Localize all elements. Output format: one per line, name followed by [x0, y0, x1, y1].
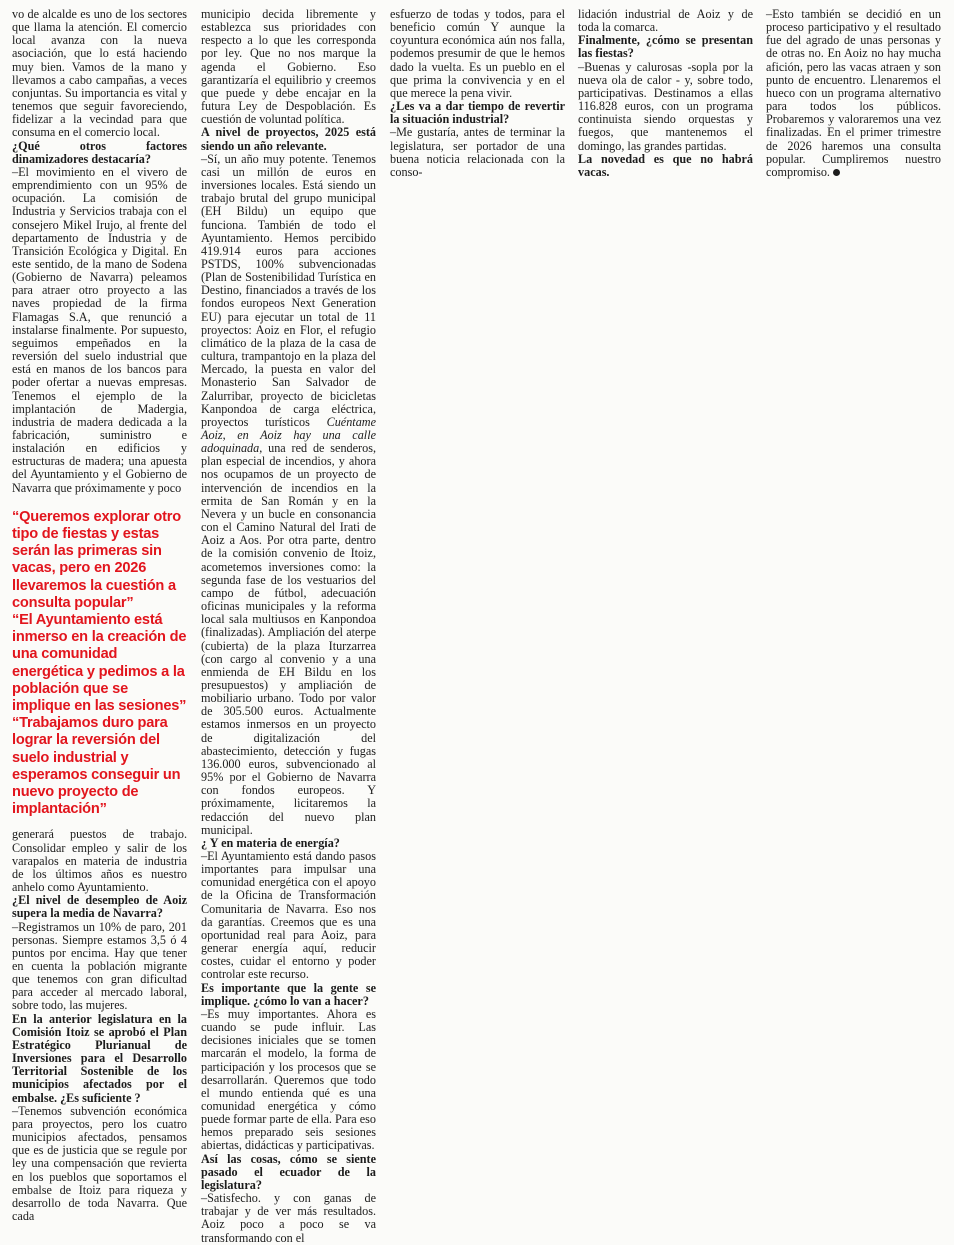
- answer-text: , una red de senderos, plan especial de incendios, y ahora nos ocupamos de un proyecto de intervención de incendios en la ermita de San Román y en la Nevera y un bucle en consonancia con el Camino Natural del Irati de Aoiz a Aos. Por otra parte, dentro de la comisión convenio de Itoiz, acometemos inversiones como: la segunda fase de los vestuarios del campo de fútbol, adecuación oficinas municipales y la reforma local sala multiusos en Kanpondoa (finalizadas). Ampliación del aterpe (cubierta) de la plaza Iturzarrea (con cargo al convenio y a una enmienda de EH Bildu en los presupuestos) y ampliación de mobiliario urbano. Todo por valor de 305.500 euros. Actualmente estamos inmersos en un proyecto de digitalización del abastecimiento, detección y fugas 136.000 euros, subvencionado al 95% por el Gobierno de Navarra con fondos europeos. Y próximamente, licitaremos la redacción del nuevo plan municipal.: [201, 441, 376, 837]
- question: ¿Qué otros factores dinamizadores destacaría?: [12, 138, 187, 166]
- answer: –Es muy importantes. Ahora es cuando se pude influir. Las decisiones iniciales que se tomen marcarán el modelo, la forma de participación y los procesos que se desarrollarán. Queremos que todo el mundo entienda qué es una comunidad energética y cómo puede formar parte de ella. Para eso hemos preparado seis sesiones abiertas, didácticas y participativas.: [201, 1006, 376, 1153]
- pull-quote: “Queremos explorar otro tipo de fiestas y estas serán las primeras sin vacas, pero en 2026 llevaremos la cuestión a consulta popular”: [12, 508, 181, 611]
- question: A nivel de proyectos, 2025 está siendo un año relevante.: [201, 125, 376, 153]
- project-title: Cuéntame Aoiz, en Aoiz hay una calle adoquinada: [201, 414, 376, 456]
- pull-quotes: [12, 509, 187, 819]
- paragraph: lidación industrial de Aoiz y de toda la comarca.: [578, 7, 753, 35]
- question: Así las cosas, cómo se siente pasado el ecuador de la legislatura?: [201, 1151, 376, 1192]
- answer: –El Ayuntamiento está dando pasos importantes para impulsar una comunidad energética con el apoyo de la Oficina de Transformación Comunitaria de Navarra. Eso nos da garantías. Creemos que es una oportunidad real para Aoiz, para generar energía aquí, reducir costes, cuidar el entorno y poder controlar este recurso.: [201, 849, 376, 982]
- paragraph: vo de alcalde es uno de los sectores que llama la atención. El comercio local avanza con la nueva asociación, que lo está haciendo muy bien. Vamos de la mano y llevamos a cabo campañas, a veces conjuntas. Su importancia es vital y tenemos que seguir favoreciendo, fidelizar a la vecindad para que consuma en el comercio local.: [12, 7, 187, 140]
- question: Finalmente, ¿cómo se presentan las fiestas?: [578, 33, 753, 61]
- answer: –Satisfecho. y con ganas de trabajar y de ver más resultados. Aoiz poco a poco se va transformando con el: [201, 1191, 376, 1245]
- answer: –El movimiento en el vivero de emprendimiento con un 95% de ocupación. La comisión de Industria y Servicios trabaja con el consejero Mikel Irujo, al frente del departamento de Industria y de Transición Ecológica y Digital. En este sentido, de la mano de Sodena (Gobierno de Navarra) peleamos para atraer otro proyecto a las naves propiedad de la firma Flamagas S.A, que renunció a instalarse finalmente. Por supuesto, seguimos empeñados en la reversión del suelo industrial que está en manos de los bancos para poder ofertar a nuevas empresas. Tenemos el ejemplo de la implantación de Madergia, industria de madera dedicada a la fabricación, suministro e instalación en edificios y estructuras de madera; una apuesta del Ayuntamiento y el Gobierno de Navarra que próximamente y poco: [12, 164, 187, 495]
- end-of-article-icon: [833, 169, 840, 176]
- answer: –Registramos un 10% de paro, 201 personas. Siempre estamos 3,5 ó 4 puntos por encima. Hay que tener en cuenta la población migrante que tenemos con gran dificultad para acceder al mercado laboral, sobre todo, las mujeres.: [12, 919, 187, 1013]
- answer-text: –Esto también se decidió en un proceso participativo y el resultado fue del agrado de unas personas y de otras no. En Aoiz no hay mucha afición, pero las vacas atraen y son punto de encuentro. Llenaremos el hueco con un programa alternativo para todos los públicos. Probaremos y valoraremos una vez finalizadas. En el primer trimestre de 2026 haremos una consulta popular. Cumpliremos nuestro compromiso.: [766, 7, 941, 179]
- column-5: [766, 8, 941, 179]
- question: Es importante que la gente se implique. ¿cómo lo van a hacer?: [201, 980, 376, 1008]
- answer: [766, 8, 941, 179]
- question: ¿ Y en materia de energía?: [201, 835, 340, 850]
- answer: [201, 153, 376, 837]
- highlight-sentence: La novedad es que no habrá vacas.: [578, 151, 753, 179]
- pull-quote: “El Ayuntamiento está inmerso en la creación de una comunidad energética y pedimos a la población que se implique en las sesiones”: [12, 612, 187, 715]
- question: En la anterior legislatura en la Comisión Itoiz se aprobó el Plan Estratégico Plurianual de Inversiones para el Desarrollo Territorial Sostenible de los municipios afectados por el embalse. ¿Es suficiente ?: [12, 1011, 187, 1105]
- answer-text: –Sí, un año muy potente. Tenemos casi un millón de euros en inversiones locales. Está siendo un trabajo brutal del grupo municipal (EH Bildu) un equipo que funciona. También de todo el Ayuntamiento. Hemos percibido 419.914 euros para acciones PSTDS, 100% subvencionadas (Plan de Sostenibilidad Turística en Destino, financiados a través de los fondos europeos Next Generation EU) para ejecutar un total de 11 proyectos: Aoiz en Flor, el refugio climático de la plaza de la casa de cultura, trampantojo en la plaza del Mercado, la puesta en valor del Monasterio San Salvador de Zalurribar, proyecto de bicicletas Kanpondoa de carga eléctrica, proyectos turísticos: [201, 151, 376, 429]
- answer: –Tenemos subvención económica para proyectos, pero los cuatro municipios afectados, pensamos que es de justicia que se regule por ley una compensación que revierta en los pueblos que soportamos el embalse de Itoiz para riqueza y desarrollo de toda Navarra. Que cada: [12, 1103, 187, 1223]
- paragraph: esfuerzo de todas y todos, para el beneficio común Y aunque la coyuntura económica aún nos falla, podemos presumir de que le hemos dado la vuelta. Es un pueblo en el que prima la convivencia y en el que merece la pena vivir.: [390, 7, 565, 100]
- column-2: [201, 8, 376, 1245]
- question: ¿Les va a dar tiempo de revertir la situación industrial?: [390, 99, 565, 127]
- pull-quote: “Trabajamos duro para lograr la reversión del suelo industrial y esperamos conseguir un nuevo proyecto de implantación”: [12, 715, 181, 818]
- paragraph: generará puestos de trabajo. Consolidar empleo y salir de los varapalos en materia de industria de los últimos años es nuestro anhelo como Ayuntamiento.: [12, 827, 187, 895]
- question: ¿El nivel de desempleo de Aoiz supera la media de Navarra?: [12, 893, 187, 921]
- column-4: [578, 8, 753, 179]
- answer: –Me gustaría, antes de terminar la legislatura, ser portador de una buena noticia relacionada con la conso-: [390, 125, 565, 179]
- column-3: [390, 8, 565, 179]
- answer: –Buenas y calurosas -sopla por la nueva ola de calor - y, sobre todo, participativas. Destinamos a ellas 116.828 euros, con un programa continuista siendo orquestas y fuegos, que mantenemos el domingo, las grandes partidas.: [578, 59, 753, 153]
- paragraph: municipio decida libremente y establezca sus prioridades con respecto a lo que les corresponda por ley. Que no nos marque la agenda el Gobierno. Eso garantizaría el equilibrio y creemos que puede y debe encajar en la futura Ley de Despoblación. Es cuestión de voluntad política.: [201, 7, 376, 127]
- column-1: [12, 8, 187, 1223]
